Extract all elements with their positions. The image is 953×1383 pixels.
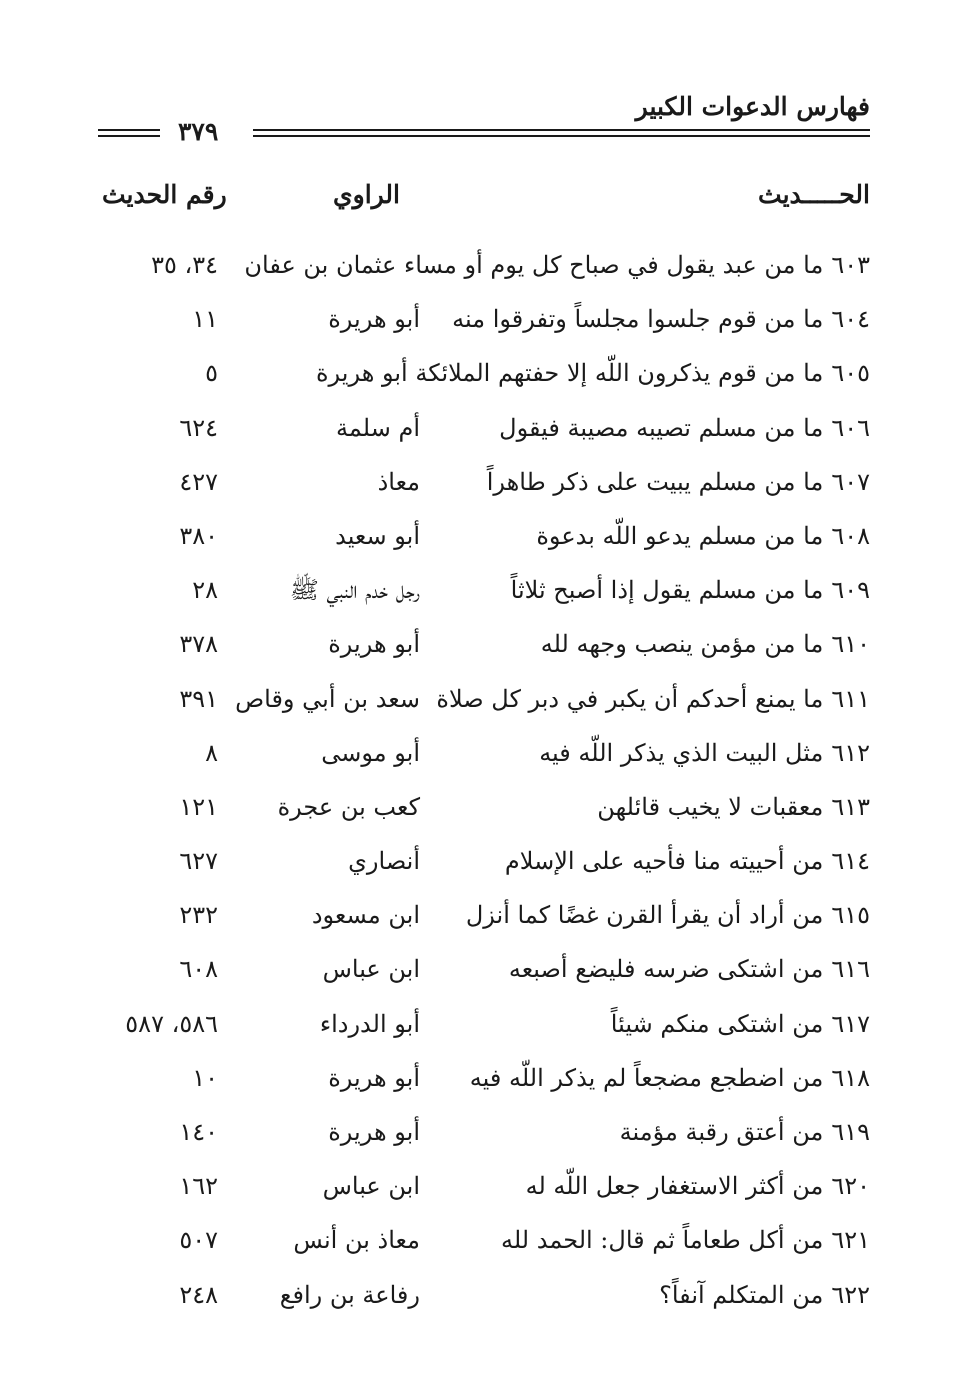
hadith-text — [436, 672, 870, 726]
narrator: أم سلمة — [336, 413, 420, 442]
hadith-incipit: من أكثر الاستغفار جعل اللّه له — [525, 1172, 824, 1201]
hadith-text — [487, 455, 870, 509]
hadith-index: ٦٠٨ — [831, 521, 870, 550]
hadith-index: ٦٠٣ — [831, 251, 870, 279]
column-header-number: رقم الحديث — [102, 180, 227, 209]
hadith-index: ٦١٩ — [831, 1118, 870, 1146]
hadith-text — [244, 238, 870, 292]
hadith-number: ٥٨٦، ٥٨٧ — [125, 1009, 218, 1038]
hadith-text — [620, 1105, 870, 1159]
narrator: معاذ — [377, 467, 420, 496]
hadith-number: ١٠ — [192, 1063, 218, 1092]
hadith-number: ٢٨ — [192, 576, 218, 605]
narrator: أبو هريرة — [328, 630, 420, 659]
hadith-text — [511, 563, 870, 617]
hadith-text — [536, 509, 870, 563]
hadith-index: ٦١٦ — [831, 955, 870, 984]
hadith-number: ٦٠٨ — [179, 955, 218, 984]
table-row — [98, 1159, 870, 1213]
hadith-text — [611, 997, 870, 1051]
hadith-text — [509, 942, 870, 996]
hadith-incipit: معقبات لا يخيب قائلهن — [597, 792, 824, 821]
table-row — [98, 834, 870, 888]
narrator: ابن عباس — [322, 1172, 420, 1201]
hadith-text — [316, 346, 870, 400]
table-row — [98, 942, 870, 996]
hadith-index: ٦٠٩ — [831, 576, 870, 605]
table-row — [98, 1105, 870, 1159]
hadith-index: ٦١٠ — [831, 630, 870, 659]
hadith-number: ٨ — [205, 738, 218, 767]
column-headers — [98, 180, 870, 220]
header-rule — [98, 135, 160, 137]
hadith-incipit: من اشتكى ضرسه فليضع أصبعه — [508, 955, 824, 984]
narrator: رجل خدم النبي ﷺ — [289, 576, 420, 605]
hadith-index: ٦٠٤ — [831, 305, 870, 334]
hadith-index: ٦١٧ — [831, 1009, 870, 1038]
hadith-number: ٤٢٧ — [179, 467, 218, 496]
hadith-text — [499, 401, 870, 455]
hadith-number: ٣٨٠ — [179, 521, 218, 550]
hadith-number: ٥ — [205, 359, 218, 388]
hadith-number: ١٢١ — [179, 792, 218, 821]
hadith-text — [466, 888, 870, 942]
hadith-index: ٦٢٠ — [831, 1172, 870, 1201]
hadith-number: ١١ — [192, 305, 218, 334]
header-rule — [98, 129, 160, 131]
page-number: ٣٧٩ — [166, 120, 230, 144]
narrator: أبو سعيد — [335, 521, 420, 550]
table-row — [98, 238, 870, 292]
narrator: ابن مسعود — [311, 901, 420, 930]
hadith-text — [539, 726, 870, 780]
hadith-index: ٦٠٥ — [831, 359, 870, 388]
narrator: أبو هريرة — [328, 305, 420, 334]
header-rule — [253, 129, 870, 131]
hadith-text — [501, 1213, 870, 1267]
hadith-index: ٦٠٧ — [831, 467, 870, 496]
hadith-text — [470, 1051, 870, 1105]
hadith-incipit: ما من مؤمن ينصب وجهه لله — [540, 630, 824, 659]
hadith-number: ٣٩١ — [179, 684, 218, 713]
table-row — [98, 455, 870, 509]
column-header-narrator: الراوي — [333, 180, 400, 209]
narrator: سعد بن أبي وقاص — [235, 684, 420, 713]
hadith-incipit: ما من قوم جلسوا مجلساً وتفرقوا منه — [452, 305, 824, 334]
hadith-incipit: مثل البيت الذي يذكر اللّه فيه — [539, 738, 824, 767]
running-title: فهارس الدعوات الكبير — [635, 92, 870, 121]
hadith-incipit: ما من عبد يقول في صباح كل يوم أو مساء عثمان بن عفان — [244, 251, 824, 279]
index-table — [98, 238, 870, 1322]
hadith-incipit: من أعتق رقبة مؤمنة — [619, 1118, 824, 1146]
hadith-index: ٦٢١ — [831, 1226, 870, 1255]
hadith-text — [505, 834, 870, 888]
page-header — [98, 92, 870, 148]
hadith-text — [541, 617, 870, 671]
hadith-incipit: من المتكلم آنفاً؟ — [659, 1280, 824, 1309]
header-rule — [253, 135, 870, 137]
hadith-incipit: ما من مسلم يدعو اللّه بدعوة — [536, 521, 824, 550]
narrator: كعب بن عجرة — [277, 792, 420, 821]
narrator: معاذ بن أنس — [293, 1226, 420, 1255]
table-row — [98, 1213, 870, 1267]
hadith-text — [659, 1268, 870, 1322]
narrator: أبو موسى — [321, 738, 420, 767]
hadith-incipit: من اشتكى منكم شيئاً — [610, 1009, 824, 1038]
hadith-number: ١٤٠ — [179, 1118, 218, 1146]
hadith-incipit: من اضطجع مضجعاً لم يذكر اللّه فيه — [469, 1063, 824, 1092]
hadith-text — [452, 292, 870, 346]
hadith-index: ٦١٤ — [831, 847, 870, 876]
table-row — [98, 346, 870, 400]
hadith-incipit: من أراد أن يقرأ القرن غضًا كما أنزل — [465, 901, 824, 930]
table-row — [98, 888, 870, 942]
hadith-index: ٦١٨ — [831, 1063, 870, 1092]
hadith-index: ٦١٢ — [831, 738, 870, 767]
hadith-index: ٦١٣ — [831, 792, 870, 821]
hadith-index: ٦٠٦ — [831, 413, 870, 442]
table-row — [98, 617, 870, 671]
hadith-index: ٦١١ — [831, 684, 870, 713]
narrator: أنصاري — [348, 847, 420, 876]
table-row — [98, 563, 870, 617]
hadith-number: ٣٧٨ — [179, 630, 218, 659]
hadith-index: ٦١٥ — [831, 901, 870, 930]
hadith-number: ٦٢٧ — [179, 847, 218, 876]
hadith-number: ٣٤، ٣٥ — [151, 251, 218, 279]
hadith-incipit: من أكل طعاماً ثم قال: الحمد لله — [500, 1226, 824, 1255]
table-row — [98, 1268, 870, 1322]
hadith-text — [526, 1159, 870, 1213]
hadith-incipit: ما من مسلم يقول إذا أصبح ثلاثاً — [510, 576, 824, 605]
hadith-number: ٦٢٤ — [179, 413, 218, 442]
hadith-incipit: ما من قوم يذكرون اللّه إلا حفتهم الملائكة أبو هريرة — [315, 359, 824, 388]
narrator: أبو هريرة — [328, 1118, 420, 1146]
column-header-hadith: الحـــــديث — [758, 180, 870, 209]
hadith-incipit: من أحييته منا فأحيه على الإسلام — [504, 847, 824, 876]
hadith-number: ١٦٢ — [179, 1172, 218, 1201]
hadith-number: ٢٤٨ — [179, 1280, 218, 1309]
hadith-incipit: ما من مسلم يبيت على ذكر طاهراً — [486, 467, 824, 496]
hadith-index: ٦٢٢ — [831, 1280, 870, 1309]
narrator: أبو الدرداء — [319, 1009, 420, 1038]
hadith-incipit: ما يمنع أحدكم أن يكبر في دبر كل صلاة — [436, 684, 824, 713]
table-row — [98, 292, 870, 346]
table-row — [98, 672, 870, 726]
narrator: أبو هريرة — [328, 1063, 420, 1092]
table-row — [98, 780, 870, 834]
narrator: رفاعة بن رافع — [279, 1280, 420, 1309]
narrator: ابن عباس — [322, 955, 420, 984]
table-row — [98, 509, 870, 563]
table-row — [98, 997, 870, 1051]
hadith-number: ٢٣٢ — [179, 901, 218, 930]
hadith-incipit: ما من مسلم تصيبه مصيبة فيقول — [499, 413, 824, 442]
hadith-text — [597, 780, 870, 834]
hadith-number: ٥٠٧ — [179, 1226, 218, 1255]
table-row — [98, 726, 870, 780]
table-row — [98, 401, 870, 455]
table-row — [98, 1051, 870, 1105]
